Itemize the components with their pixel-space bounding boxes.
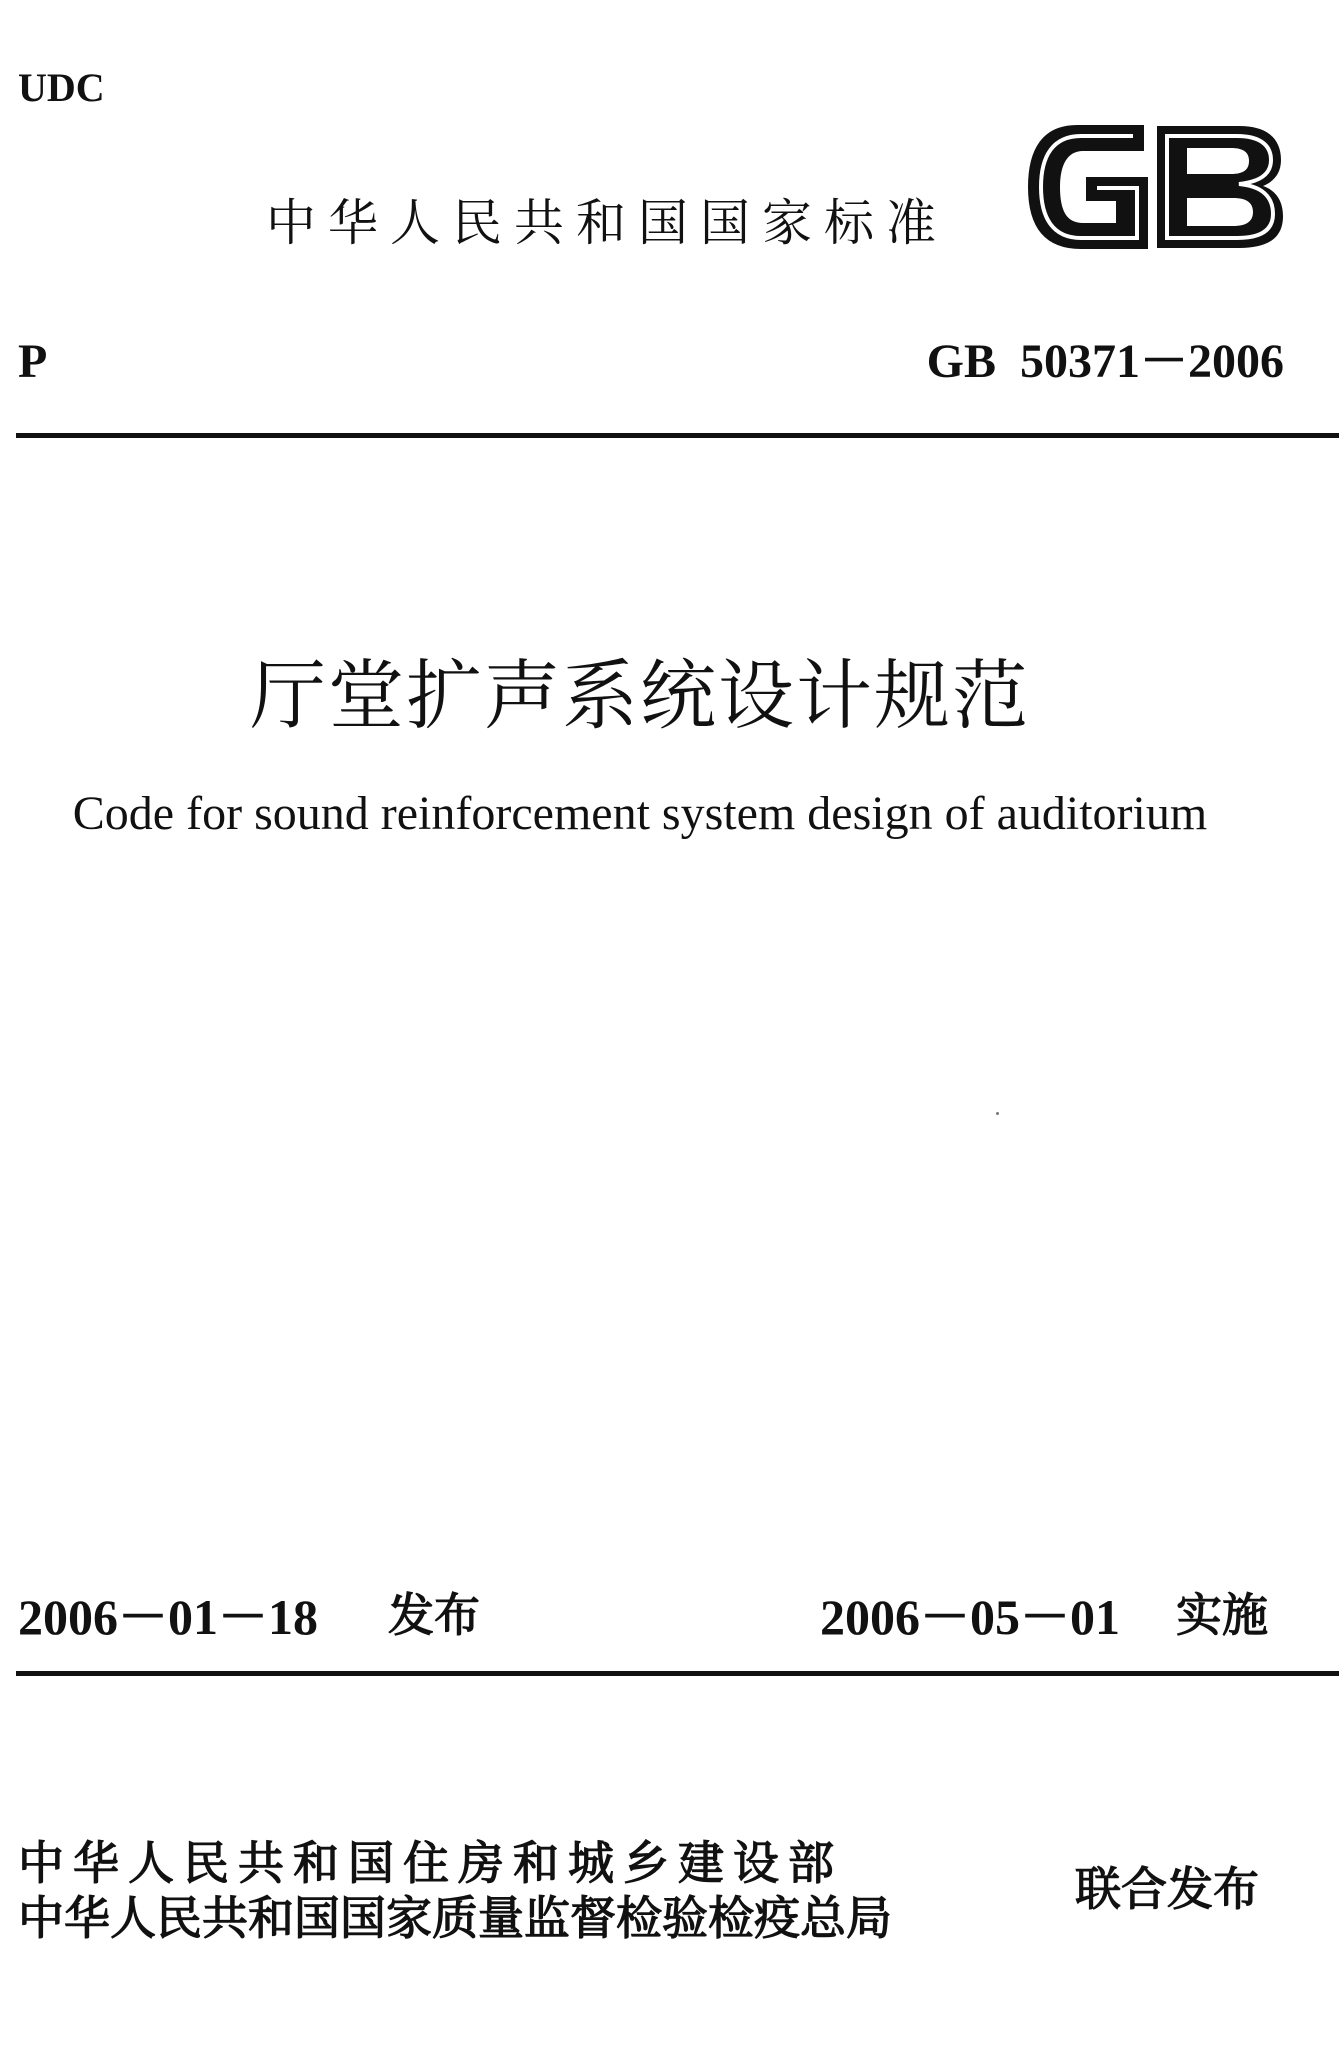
top-divider [16, 433, 1339, 438]
scan-speck [996, 1112, 999, 1115]
udc-label: UDC [18, 65, 105, 110]
issue-label: 发布 [388, 1588, 480, 1642]
national-standard-heading: 中华人民共和国国家标准 [266, 194, 948, 252]
classification-code: P [18, 335, 48, 388]
standard-number: GB 50371－2006 [926, 335, 1284, 388]
issuer-aqsiq: 中华人民共和国国家质量监督检验检疫总局 [18, 1891, 892, 1945]
title-chinese: 厅堂扩声系统设计规范 [250, 651, 1030, 740]
implementation-label: 实施 [1176, 1588, 1268, 1642]
title-english: Code for sound reinforcement system design of auditorium [72, 787, 1208, 840]
gb-logo [1025, 118, 1285, 256]
bottom-divider [16, 1671, 1339, 1676]
issuer-ministry: 中华人民共和国住房和城乡建设部 [18, 1836, 843, 1890]
implementation-date: 2006－05－01 [820, 1589, 1120, 1645]
joint-issue-label: 联合发布 [1075, 1862, 1259, 1916]
issue-date: 2006－01－18 [18, 1589, 318, 1645]
